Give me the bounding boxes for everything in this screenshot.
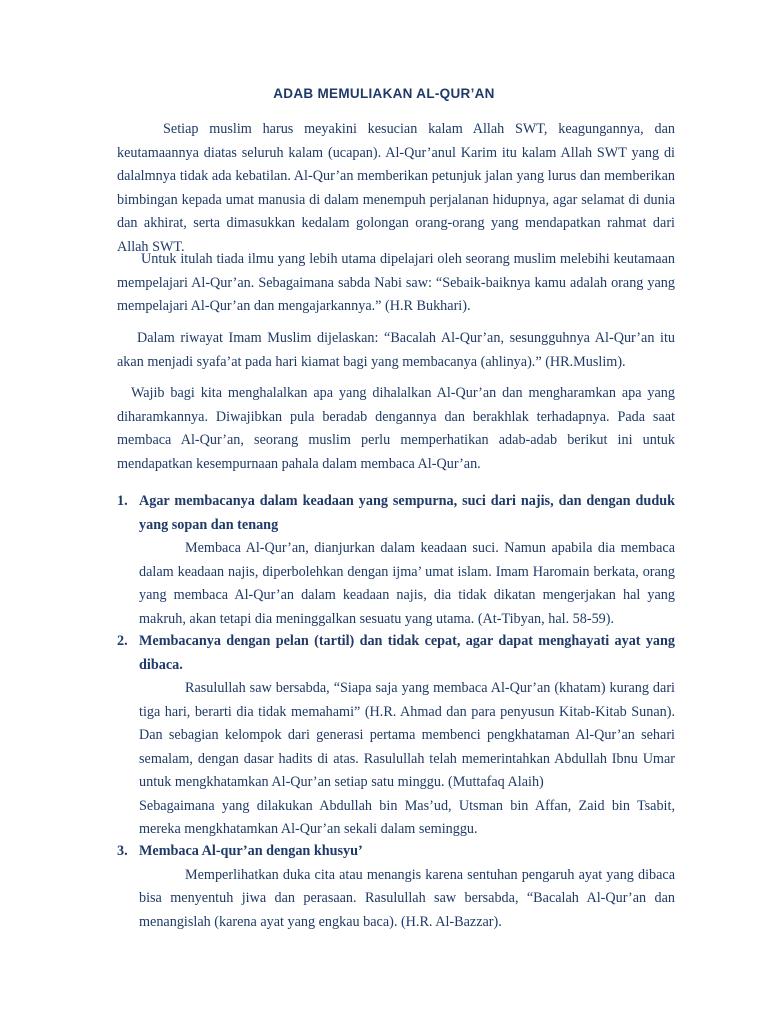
paragraph-imam-muslim: Dalam riwayat Imam Muslim dijelaskan: “Bacalah Al-Qur’an, sesungguhnya Al-Qur’an itu akan menjadi syafa’at pada hari kiamat bagi yang membacanya (ahlinya).” (HR.Muslim). (117, 330, 675, 370)
list-item-number: 3. (117, 843, 128, 859)
paragraph-obligation (117, 382, 675, 476)
list-item-heading: Agar membacanya dalam keadaan yang sempurna, suci dari najis, dan dengan duduk yang sopan dan tenang (139, 493, 675, 533)
list-item-heading: Membacanya dengan pelan (tartil) dan tidak cepat, agar dapat menghayati ayat yang dibaca. (139, 633, 675, 673)
list-item (117, 490, 675, 631)
list-item-paragraph: Membaca Al-Qur’an, dianjurkan dalam keadaan suci. Namun apabila dia membaca dalam keadaan najis, diperbolehkan dengan ijma’ umat islam. Imam Haromain berkata, orang yang membaca Al-Qur’an dalam keadaan najis, dia tidak dikatan mengerjakan hal yang makruh, akan tetapi dia meninggalkan sesuatu yang utama. (At-Tibyan, hal. 58-59). (139, 540, 675, 627)
list-item-body (139, 864, 675, 935)
list-item-paragraph: Sebagaimana yang dilakukan Abdullah bin Mas’ud, Utsman bin Affan, Zaid bin Tsabit, mereka mengkhatamkan Al-Qur’an sekali dalam seminggu. (139, 797, 675, 837)
list-item-body (139, 537, 675, 631)
paragraph-obligation-text: Wajib bagi kita menghalalkan apa yang dihalalkan Al-Qur’an dan mengharamkan apa yang diharamkannya. Diwajibkan pula beradab dengannya dan berakhlak terhadapnya. Pada saat membaca Al-Qur’an, seorang muslim perlu memperhatikan adab-adab berikut ini untuk mendapatkan kesempurnaan pahala dalam membaca Al-Qur’an. (117, 385, 675, 472)
list-item-body (139, 677, 675, 842)
list-item (117, 840, 675, 934)
intro-paragraph: Setiap muslim harus meyakini kesucian kalam Allah SWT, keagungannya, dan keutamaannya diatas seluruh kalam (ucapan). Al-Qur’anul Karim itu kalam Allah SWT yang di dalalmnya tidak ada kebatilan. Al-Qur’an memberikan petunjuk jalan yang lurus dan memberikan bimbingan kepada umat manusia di dalam menempuh perjalanan hidupnya, agar selamat di dunia dan akhirat, serta dimasukkan kedalam golongan orang-orang yang mendapatkan rahmat dari Allah SWT. (117, 121, 675, 255)
list-item-paragraph: Memperlihatkan duka cita atau menangis karena sentuhan pengaruh ayat yang dibaca bisa menyentuh jiwa dan perasaan. Rasulullah saw bersabda, “Bacalah Al-Qur’an dan menangislah (karena ayat yang engkau baca). (H.R. Al-Bazzar). (139, 866, 675, 930)
list-item (117, 630, 675, 842)
list-item-heading: Membaca Al-qur’an dengan khusyu’ (139, 843, 363, 859)
paragraph-study-quran: Untuk itulah tiada ilmu yang lebih utama dipelajari oleh seorang muslim melebihi keutamaan mempelajari Al-Qur’an. Sebagaimana sabda Nabi saw: “Sebaik-baiknya kamu adalah orang yang mempelajari Al-Qur’an dan mengajarkannya.” (H.R Bukhari). (117, 251, 675, 314)
list-item-number: 2. (117, 633, 128, 649)
list-item-number: 1. (117, 493, 128, 509)
list-item-paragraph: Rasulullah saw bersabda, “Siapa saja yang membaca Al-Qur’an (khatam) kurang dari tiga hari, berarti dia tidak memahami” (H.R. Ahmad dan para penyusun Kitab-Kitab Sunan). Dan sebagian kelompok dari generasi pertama membenci pengkhataman Al-Qur’an sehari semalam, dengan dasar hadits di atas. Rasulullah telah memerintahkan Abdullah Ibnu Umar untuk mengkhatamkan Al-Qur’an setiap satu minggu. (Muttafaq Alaih) (139, 680, 675, 790)
page-title: ADAB MEMULIAKAN AL-QUR’AN (273, 86, 495, 101)
